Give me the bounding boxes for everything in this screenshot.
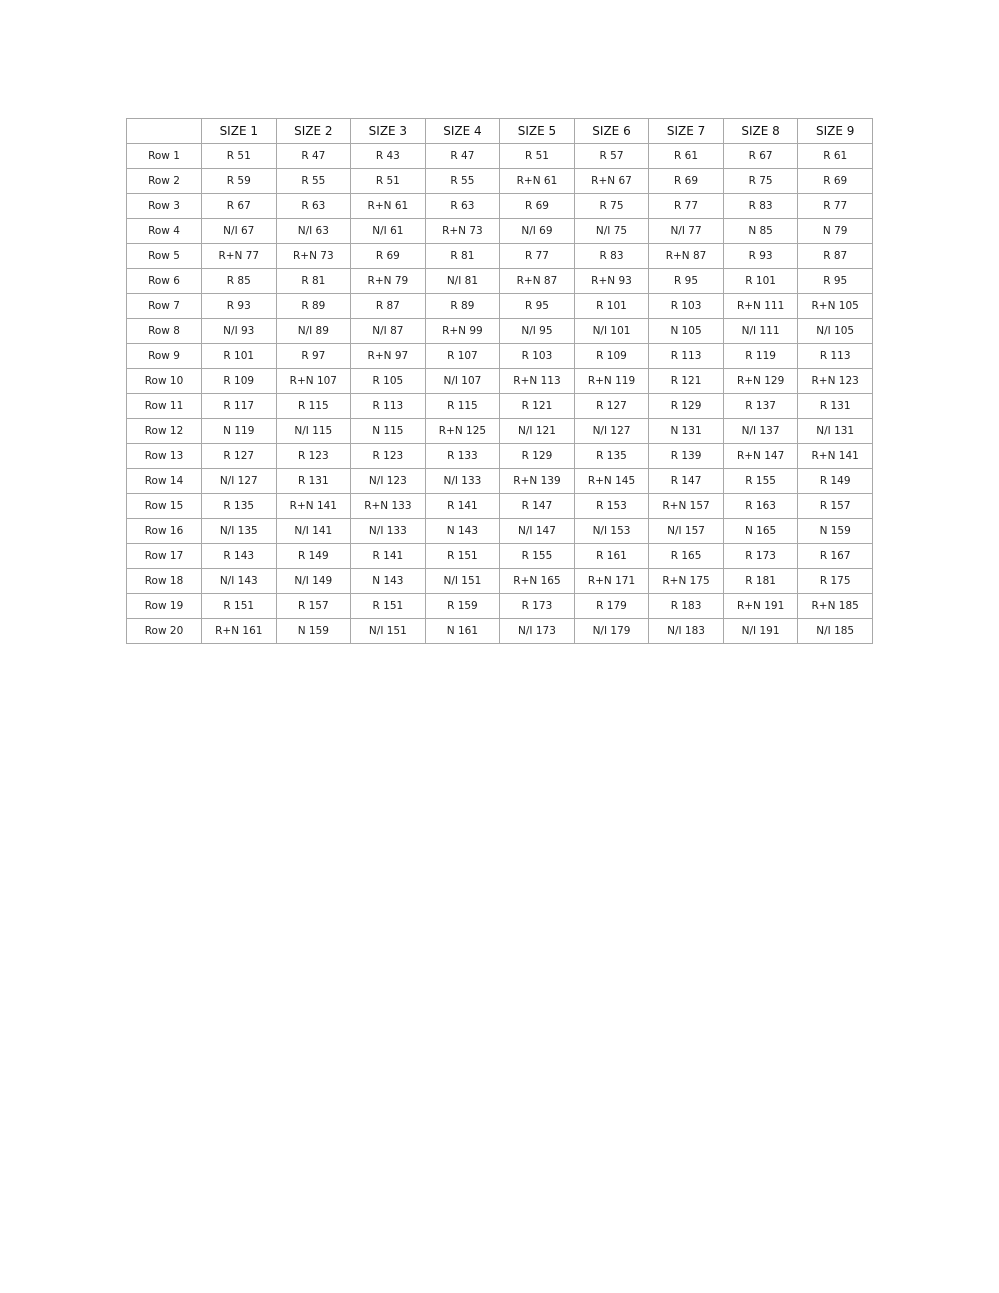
table-cell: N/I 107 <box>425 369 500 394</box>
table-cell: R 95 <box>500 294 575 319</box>
table-cell: R 89 <box>276 294 351 319</box>
table-cell: N/I 143 <box>202 569 277 594</box>
table-cell: R 63 <box>276 194 351 219</box>
table-cell: R 51 <box>351 169 426 194</box>
column-header-size-1: SIZE 1 <box>202 119 277 144</box>
table-cell: R+N 67 <box>574 169 649 194</box>
table-row <box>127 494 873 519</box>
table-cell: N/I 149 <box>276 569 351 594</box>
table-cell: R 155 <box>500 544 575 569</box>
table-cell: R 69 <box>500 194 575 219</box>
table-row <box>127 594 873 619</box>
table-cell: R+N 111 <box>723 294 798 319</box>
table-cell: R+N 125 <box>425 419 500 444</box>
table-cell: R 113 <box>798 344 873 369</box>
table-cell: N/I 151 <box>425 569 500 594</box>
table-cell: R 157 <box>798 494 873 519</box>
table-cell: N/I 183 <box>649 619 724 644</box>
table-cell: N/I 61 <box>351 219 426 244</box>
column-header-size-5: SIZE 5 <box>500 119 575 144</box>
column-header-size-8: SIZE 8 <box>723 119 798 144</box>
table-cell: R 61 <box>798 144 873 169</box>
table-cell: N/I 63 <box>276 219 351 244</box>
table-cell: N/I 105 <box>798 319 873 344</box>
table-row <box>127 419 873 444</box>
table-cell: R+N 113 <box>500 369 575 394</box>
table-cell: R 101 <box>202 344 277 369</box>
table-cell: R 63 <box>425 194 500 219</box>
row-label: Row 20 <box>127 619 202 644</box>
table-cell: R 173 <box>500 594 575 619</box>
table-row <box>127 144 873 169</box>
table-cell: R 75 <box>574 194 649 219</box>
table-cell: R 77 <box>500 244 575 269</box>
column-header-size-9: SIZE 9 <box>798 119 873 144</box>
table-cell: N/I 151 <box>351 619 426 644</box>
table-cell: R 173 <box>723 544 798 569</box>
row-label: Row 16 <box>127 519 202 544</box>
table-row <box>127 319 873 344</box>
table-cell: R+N 61 <box>500 169 575 194</box>
table-cell: R 83 <box>723 194 798 219</box>
table-cell: R+N 119 <box>574 369 649 394</box>
table-cell: R 141 <box>425 494 500 519</box>
table-cell: R+N 87 <box>649 244 724 269</box>
table-cell: R+N 97 <box>351 344 426 369</box>
table-cell: R 183 <box>649 594 724 619</box>
corner-cell <box>127 119 202 144</box>
table-cell: R 143 <box>202 544 277 569</box>
table-cell: N 79 <box>798 219 873 244</box>
table-cell: R 131 <box>276 469 351 494</box>
table-cell: N/I 101 <box>574 319 649 344</box>
table-cell: R 97 <box>276 344 351 369</box>
table-cell: N/I 191 <box>723 619 798 644</box>
table-cell: N/I 111 <box>723 319 798 344</box>
table-cell: R 75 <box>723 169 798 194</box>
table-cell: N/I 75 <box>574 219 649 244</box>
table-cell: R 161 <box>574 544 649 569</box>
table-cell: N/I 133 <box>351 519 426 544</box>
table-cell: R 155 <box>723 469 798 494</box>
table-cell: R+N 141 <box>798 444 873 469</box>
table-cell: R 129 <box>649 394 724 419</box>
table-row <box>127 469 873 494</box>
table-cell: N/I 89 <box>276 319 351 344</box>
table-cell: N/I 93 <box>202 319 277 344</box>
table-cell: N/I 147 <box>500 519 575 544</box>
table-cell: R 151 <box>202 594 277 619</box>
table-cell: N/I 87 <box>351 319 426 344</box>
row-label: Row 12 <box>127 419 202 444</box>
table-cell: R 93 <box>202 294 277 319</box>
table-cell: R+N 107 <box>276 369 351 394</box>
table-cell: R 123 <box>351 444 426 469</box>
table-cell: R 119 <box>723 344 798 369</box>
row-label: Row 2 <box>127 169 202 194</box>
table-cell: N 161 <box>425 619 500 644</box>
table-cell: R 69 <box>351 244 426 269</box>
table-cell: R 57 <box>574 144 649 169</box>
table-cell: R 139 <box>649 444 724 469</box>
table-cell: R 67 <box>202 194 277 219</box>
row-label: Row 7 <box>127 294 202 319</box>
table-cell: N/I 121 <box>500 419 575 444</box>
table-cell: R+N 171 <box>574 569 649 594</box>
table-cell: N 159 <box>798 519 873 544</box>
table-cell: R+N 93 <box>574 269 649 294</box>
table-cell: R 101 <box>574 294 649 319</box>
table-cell: R 93 <box>723 244 798 269</box>
row-label: Row 19 <box>127 594 202 619</box>
table-cell: R 149 <box>276 544 351 569</box>
table-cell: R 47 <box>425 144 500 169</box>
table-body <box>127 144 873 644</box>
table-cell: R 135 <box>202 494 277 519</box>
table-cell: R 67 <box>723 144 798 169</box>
table-cell: R 181 <box>723 569 798 594</box>
table-cell: R 127 <box>574 394 649 419</box>
table-cell: R 113 <box>351 394 426 419</box>
table-row <box>127 294 873 319</box>
table-row <box>127 544 873 569</box>
table-cell: N/I 127 <box>202 469 277 494</box>
table-cell: N/I 135 <box>202 519 277 544</box>
table-cell: R 61 <box>649 144 724 169</box>
table-cell: R 113 <box>649 344 724 369</box>
table-cell: R 131 <box>798 394 873 419</box>
table-cell: R+N 87 <box>500 269 575 294</box>
row-label: Row 4 <box>127 219 202 244</box>
table-cell: R+N 165 <box>500 569 575 594</box>
table-cell: R+N 175 <box>649 569 724 594</box>
table-cell: R 159 <box>425 594 500 619</box>
row-label: Row 6 <box>127 269 202 294</box>
size-chart-table <box>126 118 873 644</box>
table-cell: N/I 123 <box>351 469 426 494</box>
table-cell: R+N 141 <box>276 494 351 519</box>
table-cell: R 167 <box>798 544 873 569</box>
table-cell: R+N 73 <box>425 219 500 244</box>
table-row <box>127 369 873 394</box>
table-cell: R 115 <box>425 394 500 419</box>
column-header-size-6: SIZE 6 <box>574 119 649 144</box>
table-cell: R 43 <box>351 144 426 169</box>
row-label: Row 11 <box>127 394 202 419</box>
row-label: Row 3 <box>127 194 202 219</box>
table-row <box>127 394 873 419</box>
table-cell: R 163 <box>723 494 798 519</box>
table-cell: N 143 <box>351 569 426 594</box>
table-cell: N 85 <box>723 219 798 244</box>
table-cell: R 105 <box>351 369 426 394</box>
column-header-size-3: SIZE 3 <box>351 119 426 144</box>
table-cell: R 137 <box>723 394 798 419</box>
table-row <box>127 244 873 269</box>
table-cell: R 89 <box>425 294 500 319</box>
table-cell: N/I 81 <box>425 269 500 294</box>
table-cell: R 103 <box>500 344 575 369</box>
table-cell: N 159 <box>276 619 351 644</box>
table-cell: R+N 145 <box>574 469 649 494</box>
table-cell: R+N 147 <box>723 444 798 469</box>
table-cell: N/I 95 <box>500 319 575 344</box>
table-cell: R 95 <box>649 269 724 294</box>
table-cell: R 55 <box>276 169 351 194</box>
table-cell: R 129 <box>500 444 575 469</box>
table-cell: R 81 <box>425 244 500 269</box>
table-cell: R 47 <box>276 144 351 169</box>
row-label: Row 8 <box>127 319 202 344</box>
table-cell: N 115 <box>351 419 426 444</box>
table-cell: R 81 <box>276 269 351 294</box>
row-label: Row 15 <box>127 494 202 519</box>
table-cell: N/I 127 <box>574 419 649 444</box>
row-label: Row 14 <box>127 469 202 494</box>
table-cell: R+N 185 <box>798 594 873 619</box>
table-cell: N/I 185 <box>798 619 873 644</box>
table-cell: N 143 <box>425 519 500 544</box>
column-header-size-4: SIZE 4 <box>425 119 500 144</box>
table-cell: R+N 191 <box>723 594 798 619</box>
table-cell: R 121 <box>500 394 575 419</box>
table-cell: R 179 <box>574 594 649 619</box>
table-row <box>127 194 873 219</box>
table-cell: R 87 <box>798 244 873 269</box>
table-cell: R 51 <box>500 144 575 169</box>
column-header-size-7: SIZE 7 <box>649 119 724 144</box>
table-cell: R+N 129 <box>723 369 798 394</box>
table-row <box>127 169 873 194</box>
table-cell: R 123 <box>276 444 351 469</box>
row-label: Row 18 <box>127 569 202 594</box>
row-label: Row 5 <box>127 244 202 269</box>
table-cell: R 135 <box>574 444 649 469</box>
table-cell: R 157 <box>276 594 351 619</box>
table-cell: R+N 79 <box>351 269 426 294</box>
table-row <box>127 519 873 544</box>
table-row <box>127 569 873 594</box>
table-cell: N 105 <box>649 319 724 344</box>
table-cell: R+N 61 <box>351 194 426 219</box>
table-cell: N/I 157 <box>649 519 724 544</box>
table-cell: R+N 105 <box>798 294 873 319</box>
row-label: Row 1 <box>127 144 202 169</box>
table-cell: N/I 69 <box>500 219 575 244</box>
table-cell: R+N 123 <box>798 369 873 394</box>
row-label: Row 10 <box>127 369 202 394</box>
row-label: Row 13 <box>127 444 202 469</box>
table-cell: R 153 <box>574 494 649 519</box>
table-cell: R 95 <box>798 269 873 294</box>
row-label: Row 9 <box>127 344 202 369</box>
table-cell: R 147 <box>649 469 724 494</box>
table-cell: N/I 131 <box>798 419 873 444</box>
table-row <box>127 269 873 294</box>
table-cell: N 165 <box>723 519 798 544</box>
table-cell: R 121 <box>649 369 724 394</box>
table-cell: N/I 173 <box>500 619 575 644</box>
table-cell: N/I 115 <box>276 419 351 444</box>
table-row <box>127 444 873 469</box>
table-cell: R 151 <box>425 544 500 569</box>
table-cell: R 59 <box>202 169 277 194</box>
table-cell: R 77 <box>649 194 724 219</box>
table-cell: R+N 133 <box>351 494 426 519</box>
table-cell: N/I 77 <box>649 219 724 244</box>
table-cell: R 109 <box>574 344 649 369</box>
column-header-size-2: SIZE 2 <box>276 119 351 144</box>
table-cell: R 117 <box>202 394 277 419</box>
table-cell: R+N 99 <box>425 319 500 344</box>
table-cell: R 77 <box>798 194 873 219</box>
table-cell: R 127 <box>202 444 277 469</box>
table-cell: R+N 77 <box>202 244 277 269</box>
table-cell: R+N 139 <box>500 469 575 494</box>
table-cell: R 55 <box>425 169 500 194</box>
table-cell: N/I 141 <box>276 519 351 544</box>
table-cell: R 147 <box>500 494 575 519</box>
table-cell: N/I 67 <box>202 219 277 244</box>
table-cell: R+N 161 <box>202 619 277 644</box>
table-cell: R 133 <box>425 444 500 469</box>
table-cell: N 119 <box>202 419 277 444</box>
table-cell: R 101 <box>723 269 798 294</box>
table-cell: R 151 <box>351 594 426 619</box>
table-cell: R 165 <box>649 544 724 569</box>
table-cell: N/I 137 <box>723 419 798 444</box>
table-cell: R 51 <box>202 144 277 169</box>
table-row <box>127 619 873 644</box>
table-cell: N/I 179 <box>574 619 649 644</box>
table-cell: R 149 <box>798 469 873 494</box>
header-row <box>127 119 873 144</box>
table-cell: R 85 <box>202 269 277 294</box>
table-row <box>127 219 873 244</box>
table-cell: R 115 <box>276 394 351 419</box>
table-cell: R+N 157 <box>649 494 724 519</box>
table-cell: R 103 <box>649 294 724 319</box>
table-cell: R 83 <box>574 244 649 269</box>
table-cell: R 141 <box>351 544 426 569</box>
table-cell: N 131 <box>649 419 724 444</box>
table-cell: N/I 133 <box>425 469 500 494</box>
table-cell: R 109 <box>202 369 277 394</box>
table-cell: R 69 <box>649 169 724 194</box>
table-cell: N/I 153 <box>574 519 649 544</box>
table-cell: R 69 <box>798 169 873 194</box>
row-label: Row 17 <box>127 544 202 569</box>
table-cell: R 175 <box>798 569 873 594</box>
table-cell: R 87 <box>351 294 426 319</box>
table-row <box>127 344 873 369</box>
table-cell: R+N 73 <box>276 244 351 269</box>
table-cell: R 107 <box>425 344 500 369</box>
